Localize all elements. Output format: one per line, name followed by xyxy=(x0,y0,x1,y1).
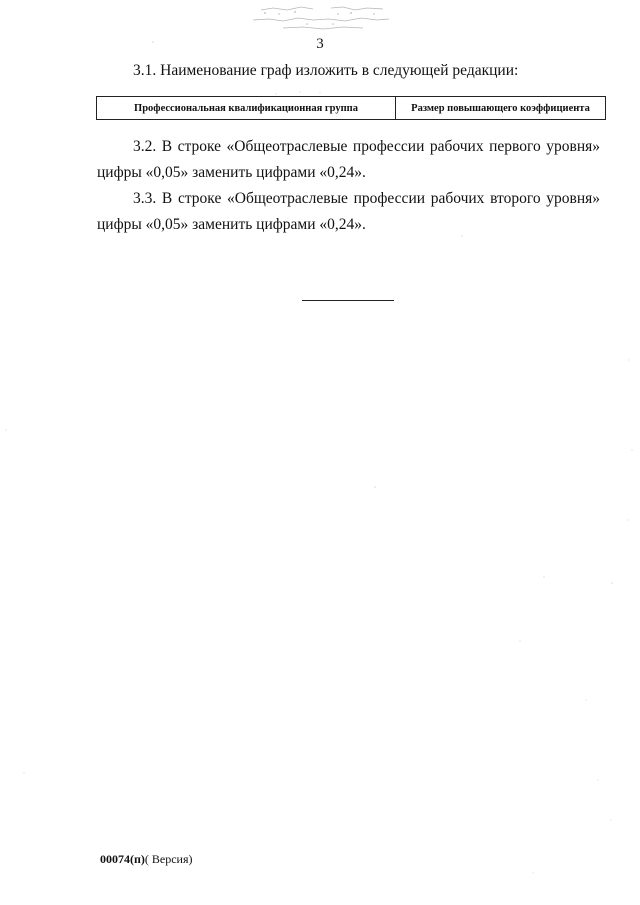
document-footer xyxy=(100,852,193,867)
column-header-coefficient: Размер повышающего коэффициента xyxy=(396,97,606,120)
end-of-text-divider xyxy=(302,300,394,301)
document-code: 00074(п) xyxy=(100,852,145,866)
table-row xyxy=(97,97,606,120)
section-3-1-text: 3.1. Наименование граф изложить в следующей редакции: xyxy=(133,62,519,79)
column-header-qualification-group: Профессиональная квалификационная группа xyxy=(97,97,396,120)
section-3-2-line-1: 3.2. В строке «Общеотраслевые профессии рабочих первого уровня» xyxy=(133,138,600,155)
section-3-2 xyxy=(97,134,600,186)
section-3-3-line-1: 3.3. В строке «Общеотраслевые профессии рабочих второго уровня» xyxy=(133,190,600,207)
section-3-3-line-2: цифры «0,05» заменить цифрами «0,24». xyxy=(97,216,366,233)
section-3-2-line-2: цифры «0,05» заменить цифрами «0,24». xyxy=(97,164,366,181)
faded-stamp-mark xyxy=(243,2,398,32)
column-names-table xyxy=(96,96,606,120)
page-number: 3 xyxy=(316,36,324,52)
section-3-3 xyxy=(97,186,600,238)
document-version: ( Версия) xyxy=(144,852,193,866)
